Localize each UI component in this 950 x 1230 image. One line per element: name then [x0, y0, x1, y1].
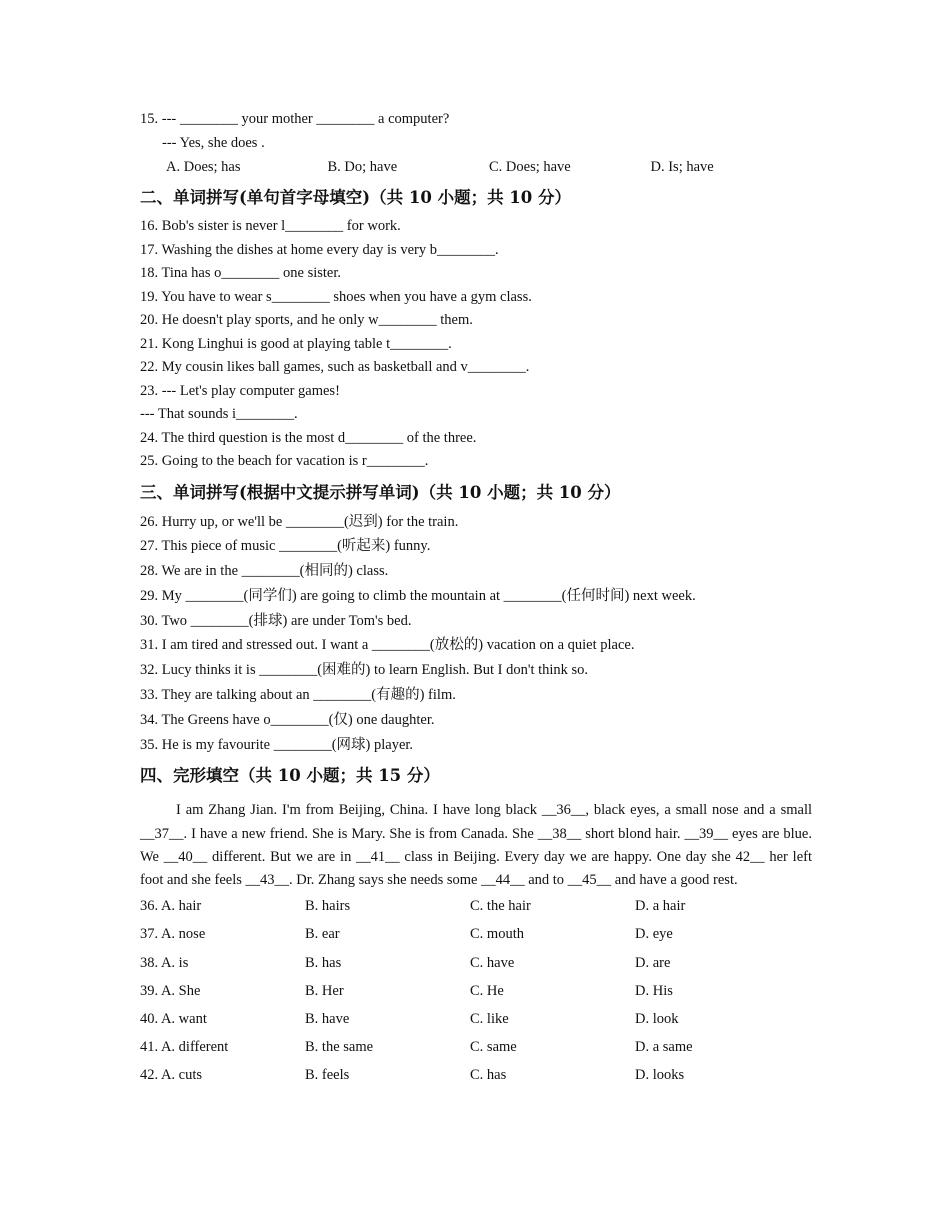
option-d: D. are	[635, 954, 671, 971]
question-line: 23. --- Let's play computer games!	[140, 382, 340, 399]
question-line: 33. They are talking about an ________(有趣的) film.	[140, 687, 456, 704]
question-15	[140, 108, 812, 179]
question-line: 35. He is my favourite ________(网球) player.	[140, 736, 414, 753]
choice-row	[140, 920, 812, 948]
option-a: A. Does; has	[166, 159, 241, 175]
option-a: 42. A. cuts	[140, 1067, 203, 1084]
question-line: 17. Washing the dishes at home every day is very b________.	[140, 241, 499, 258]
exam-page	[140, 108, 812, 1090]
option-a: 38. A. is	[140, 954, 189, 971]
choice-row	[140, 977, 812, 1005]
question-line: 21. Kong Linghui is good at playing table t________.	[140, 335, 452, 352]
option-d: D. eye	[635, 926, 673, 943]
option-b: B. have	[305, 1011, 350, 1028]
question-line: 16. Bob's sister is never l________ for work.	[140, 218, 401, 234]
section-3-questions	[140, 510, 812, 758]
question-line: 24. The third question is the most d________ of the three.	[140, 429, 477, 446]
option-a: 41. A. different	[140, 1039, 229, 1056]
question-line: --- That sounds i________.	[140, 406, 298, 422]
question-line: 18. Tina has o________ one sister.	[140, 265, 341, 281]
option-c: C. the hair	[470, 898, 531, 915]
choice-row	[140, 892, 812, 920]
section-3-heading: 三、单词拼写(根据中文提示拼写单词)（共 10 小题；共 10 分）	[140, 482, 621, 502]
question-line: 30. Two ________(排球) are under Tom's bed.	[140, 612, 412, 629]
cloze-passage	[140, 799, 812, 892]
choice-row	[140, 1033, 812, 1061]
option-b: B. feels	[305, 1067, 350, 1084]
option-d: D. a hair	[635, 898, 686, 915]
passage-text: I am Zhang Jian. I'm from Beijing, China. I have long black __36__, black eyes, a small nose and a small __37__. I have a new friend. She is Mary. She is from Canada. She __38__ short blond hair. __39__ eyes are blue. We __40__ different. But we are in __41__ class in Beijing. Every day we are happy. One day she 42__ her left foot and she feels __43__. Dr. Zhang says she needs some __44__ and to __45__ and have a good rest.	[140, 802, 812, 889]
option-c: C. Does; have	[489, 159, 571, 175]
option-c: C. mouth	[470, 926, 524, 943]
option-d: D. His	[635, 982, 673, 999]
choice-row	[140, 1005, 812, 1033]
question-line: 26. Hurry up, or we'll be ________(迟到) for the train.	[140, 513, 459, 530]
section-4-heading: 四、完形填空（共 10 小题；共 15 分）	[140, 766, 440, 786]
option-b: B. Her	[305, 982, 344, 999]
option-d: D. Is; have	[650, 159, 714, 175]
option-c: C. He	[470, 982, 504, 999]
question-answer: --- Yes, she does .	[162, 134, 265, 151]
question-line: 22. My cousin likes ball games, such as basketball and v________.	[140, 359, 530, 375]
option-b: B. ear	[305, 926, 340, 943]
option-row	[140, 155, 812, 179]
question-line: 34. The Greens have o________(仅) one daughter.	[140, 711, 435, 728]
cloze-choices	[140, 892, 812, 1089]
option-a: 40. A. want	[140, 1011, 207, 1028]
option-c: C. has	[470, 1067, 507, 1084]
question-line: 29. My ________(同学们) are going to climb the mountain at ________(任何时间) next week.	[140, 587, 696, 604]
question-text: 15. --- ________ your mother ________ a computer?	[140, 111, 450, 127]
question-line: 25. Going to the beach for vacation is r________.	[140, 453, 429, 469]
option-c: C. same	[470, 1039, 517, 1056]
option-a: 39. A. She	[140, 982, 201, 999]
option-b: B. has	[305, 954, 342, 971]
section-2-questions	[140, 215, 812, 474]
option-d: D. a same	[635, 1039, 693, 1056]
question-line: 32. Lucy thinks it is ________(困难的) to learn English. But I don't think so.	[140, 662, 589, 679]
option-a: 37. A. nose	[140, 926, 206, 943]
option-a: 36. A. hair	[140, 898, 202, 915]
question-line: 28. We are in the ________(相同的) class.	[140, 563, 389, 580]
question-line: 20. He doesn't play sports, and he only w________ them.	[140, 312, 473, 328]
option-c: C. like	[470, 1011, 509, 1028]
choice-row	[140, 949, 812, 977]
question-line: 27. This piece of music ________(听起来) funny.	[140, 538, 431, 555]
choice-row	[140, 1061, 812, 1089]
question-line: 19. You have to wear s________ shoes when you have a gym class.	[140, 288, 532, 305]
section-2-heading: 二、单词拼写(单句首字母填空)（共 10 小题；共 10 分）	[140, 188, 572, 207]
option-b: B. the same	[305, 1039, 374, 1056]
option-b: B. hairs	[305, 898, 351, 915]
option-c: C. have	[470, 954, 515, 971]
option-b: B. Do; have	[327, 159, 398, 175]
question-line: 31. I am tired and stressed out. I want a ________(放松的) vacation on a quiet place.	[140, 637, 635, 654]
option-d: D. looks	[635, 1067, 685, 1084]
option-d: D. look	[635, 1011, 679, 1028]
